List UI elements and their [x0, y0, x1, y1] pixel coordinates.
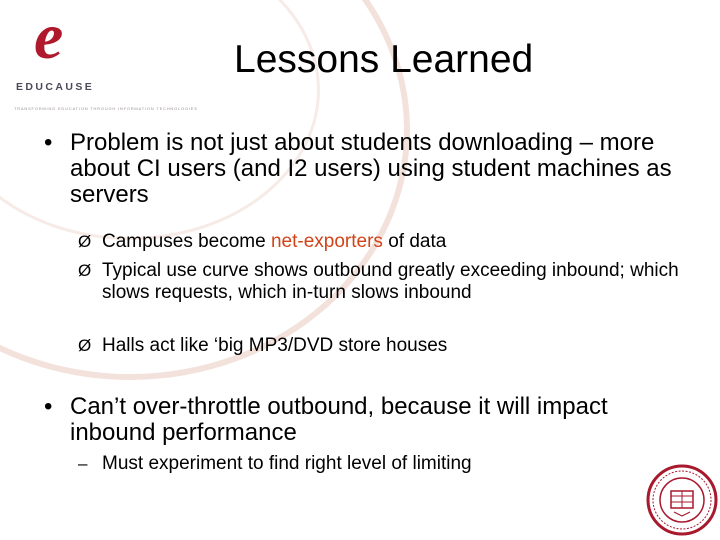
sub-bullet-1-3-text: Halls act like ‘big MP3/DVD store houses	[102, 335, 448, 356]
logo-tagline: TRANSFORMING EDUCATION THROUGH INFORMATION TECHNOLOGIES	[14, 106, 198, 111]
bullet-1-text: Problem is not just about students downloading – more about CI users (and I2 users) using student machines as servers	[70, 129, 672, 208]
sub-bullet-1-1	[78, 231, 702, 253]
dash-icon: –	[78, 454, 88, 473]
sub-bullet-1-1-before: Campuses become	[102, 231, 271, 252]
arrow-right-icon: Ø	[78, 261, 92, 280]
sub-bullet-1-1-after: of data	[382, 231, 447, 252]
bullet-1	[44, 129, 700, 208]
sub-bullet-2-1-text: Must experiment to find right level of limiting	[102, 453, 472, 474]
sub-bullet-1-2	[78, 260, 702, 304]
logo-e-glyph: e	[34, 0, 64, 73]
logo-wordmark: EDUCAUSE	[16, 81, 95, 93]
arrow-right-icon: Ø	[78, 232, 92, 251]
bullet-2	[44, 393, 690, 446]
sub-bullet-1-2-text: Typical use curve shows outbound greatly exceeding inbound; which slows requests, which in-turn slows inbound	[102, 260, 679, 303]
educause-logo	[12, 0, 198, 111]
bullet-dot-icon: •	[44, 393, 53, 420]
arrow-right-icon: Ø	[78, 336, 92, 355]
sub-bullet-2-1	[78, 453, 702, 475]
slide-title: Lessons Learned	[234, 38, 534, 81]
sub-bullet-1-3	[78, 335, 702, 357]
bullet-dot-icon: •	[44, 129, 53, 156]
university-seal-icon	[646, 464, 718, 536]
bullet-2-text: Can’t over-throttle outbound, because it will impact inbound performance	[70, 393, 608, 446]
highlight-net-exporters: net-exporters	[270, 231, 383, 252]
